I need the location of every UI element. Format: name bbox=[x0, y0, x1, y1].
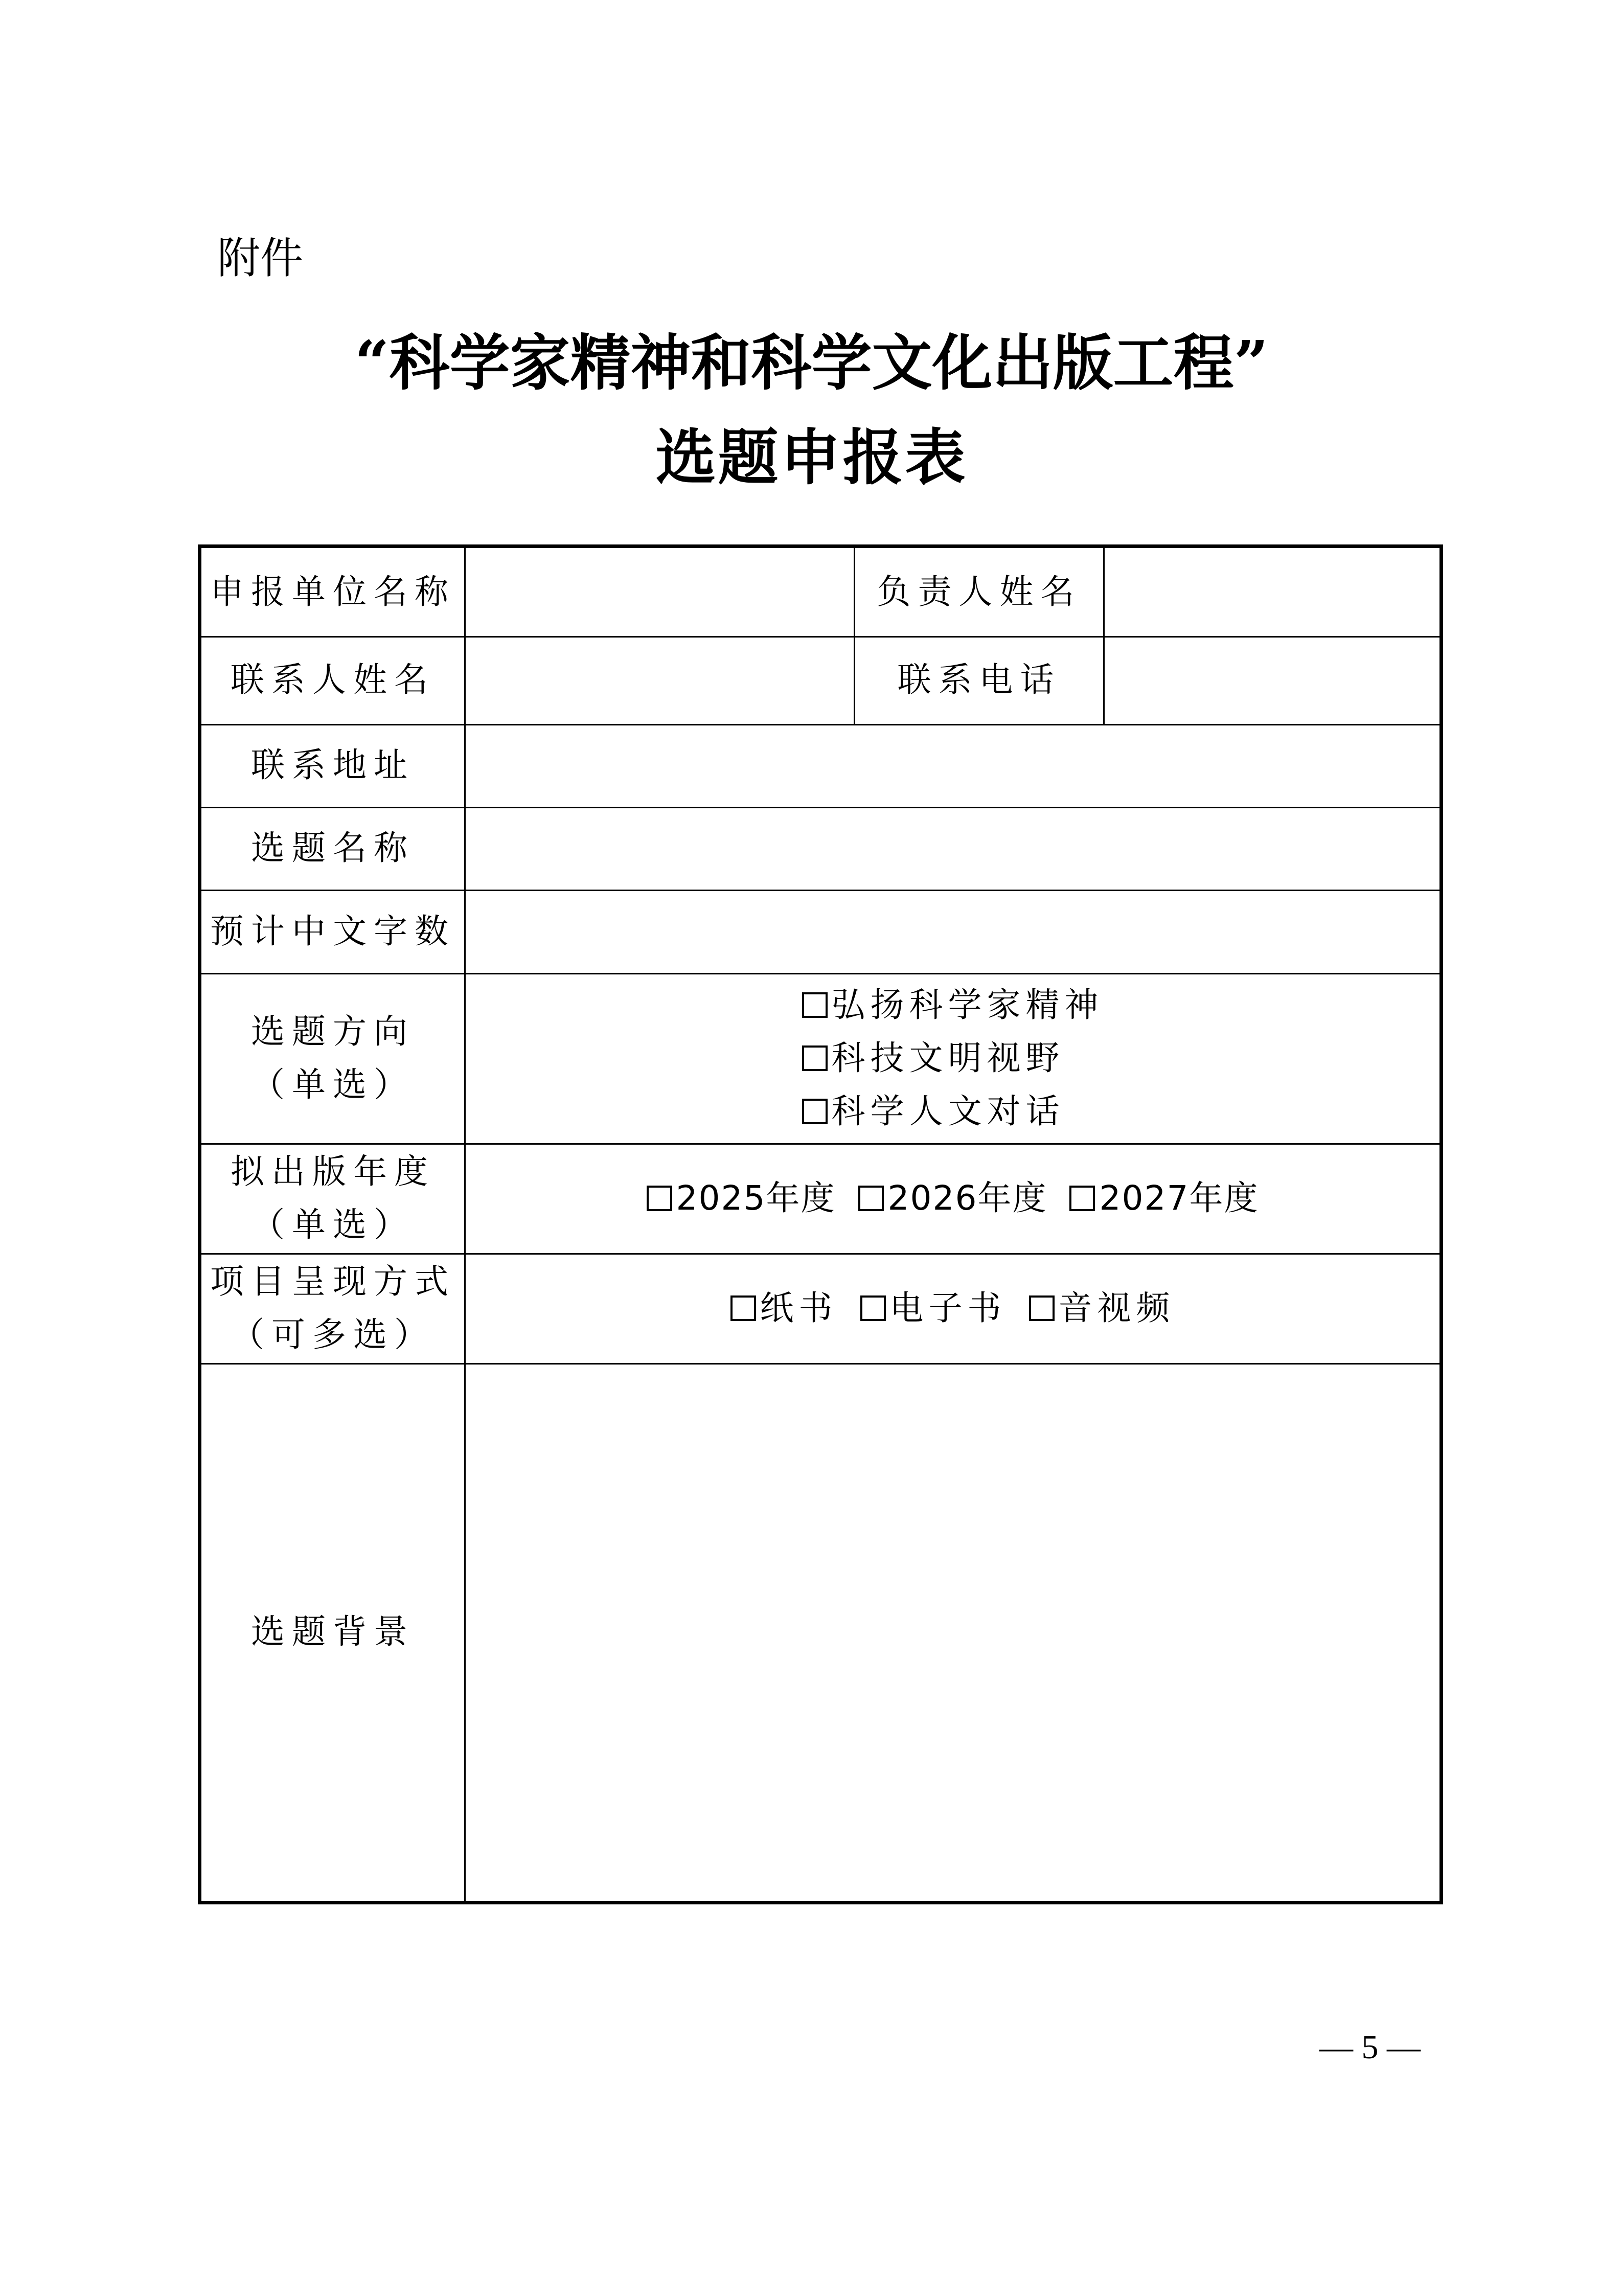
year-options-cell bbox=[466, 1143, 1439, 1253]
direction-option-civilization[interactable]: 科技文明视野 bbox=[802, 1032, 1065, 1085]
background-field[interactable] bbox=[466, 1363, 1439, 1901]
contact-address-label: 联系地址 bbox=[251, 745, 415, 785]
document-subtitle: 选题申报表 bbox=[655, 422, 968, 493]
year-label-cell bbox=[201, 1143, 466, 1253]
contact-phone-label-cell bbox=[855, 636, 1105, 724]
background-label-cell bbox=[201, 1363, 466, 1901]
format-label: 项目呈现方式 bbox=[210, 1261, 455, 1301]
format-option-paper-book[interactable]: 纸书 bbox=[730, 1282, 838, 1335]
attachment-label: 附件 bbox=[217, 233, 304, 283]
page-number: — 5 — bbox=[1319, 2029, 1421, 2066]
contact-phone-field[interactable] bbox=[1105, 636, 1439, 724]
form-row-background bbox=[201, 1363, 1439, 1901]
document-title: “科学家精神和科学文化出版工程” bbox=[354, 327, 1269, 398]
unit-name-field[interactable] bbox=[466, 548, 855, 636]
direction-label-cell bbox=[201, 973, 466, 1143]
format-label-cell bbox=[201, 1253, 466, 1363]
application-form-table bbox=[198, 544, 1443, 1904]
form-row-word-count bbox=[201, 890, 1439, 974]
year-note: （单选） bbox=[251, 1204, 415, 1244]
form-row-year bbox=[201, 1143, 1439, 1255]
checkbox-icon[interactable] bbox=[858, 1186, 884, 1211]
year-label: 拟出版年度 bbox=[231, 1151, 435, 1191]
direction-note: （单选） bbox=[251, 1064, 415, 1104]
topic-name-label: 选题名称 bbox=[251, 828, 415, 868]
year-option-2026[interactable]: 2026年度 bbox=[858, 1172, 1047, 1225]
form-row-unit bbox=[201, 548, 1439, 638]
form-row-contact bbox=[201, 636, 1439, 725]
contact-name-field[interactable] bbox=[466, 636, 855, 724]
contact-address-label-cell bbox=[201, 724, 466, 807]
format-options-cell bbox=[466, 1253, 1439, 1363]
topic-name-field[interactable] bbox=[466, 807, 1439, 890]
contact-name-label-cell bbox=[201, 636, 466, 724]
direction-option-spirit[interactable]: 弘扬科学家精神 bbox=[802, 979, 1104, 1032]
checkbox-icon[interactable] bbox=[730, 1295, 756, 1321]
leader-name-label-cell bbox=[855, 548, 1105, 636]
unit-name-label-cell bbox=[201, 548, 466, 636]
checkbox-icon[interactable] bbox=[802, 1099, 828, 1124]
form-row-address bbox=[201, 724, 1439, 808]
direction-label: 选题方向 bbox=[251, 1011, 415, 1051]
checkbox-icon[interactable] bbox=[802, 992, 828, 1018]
format-option-ebook[interactable]: 电子书 bbox=[860, 1282, 1007, 1335]
form-row-format bbox=[201, 1253, 1439, 1365]
contact-address-field[interactable] bbox=[466, 724, 1439, 807]
word-count-label-cell bbox=[201, 890, 466, 973]
leader-name-label: 负责人姓名 bbox=[877, 572, 1082, 611]
word-count-field[interactable] bbox=[466, 890, 1439, 973]
year-option-2025[interactable]: 2025年度 bbox=[647, 1172, 836, 1225]
background-label: 选题背景 bbox=[251, 1612, 415, 1651]
checkbox-icon[interactable] bbox=[647, 1186, 672, 1211]
year-option-2027[interactable]: 2027年度 bbox=[1069, 1172, 1259, 1225]
form-row-topic-name bbox=[201, 807, 1439, 891]
checkbox-icon[interactable] bbox=[802, 1045, 828, 1071]
unit-name-label: 申报单位名称 bbox=[210, 572, 455, 611]
format-note: （可多选） bbox=[231, 1314, 435, 1354]
checkbox-icon[interactable] bbox=[1029, 1295, 1055, 1321]
leader-name-field[interactable] bbox=[1105, 548, 1439, 636]
format-option-audio-video[interactable]: 音视频 bbox=[1029, 1282, 1175, 1335]
checkbox-icon[interactable] bbox=[1069, 1186, 1095, 1211]
contact-phone-label: 联系电话 bbox=[897, 660, 1061, 699]
word-count-label: 预计中文字数 bbox=[210, 911, 455, 951]
checkbox-icon[interactable] bbox=[860, 1295, 886, 1321]
form-row-direction bbox=[201, 973, 1439, 1145]
direction-option-dialogue[interactable]: 科学人文对话 bbox=[802, 1085, 1065, 1138]
contact-name-label: 联系人姓名 bbox=[231, 660, 435, 699]
topic-name-label-cell bbox=[201, 807, 466, 890]
direction-options-cell bbox=[466, 973, 1439, 1143]
